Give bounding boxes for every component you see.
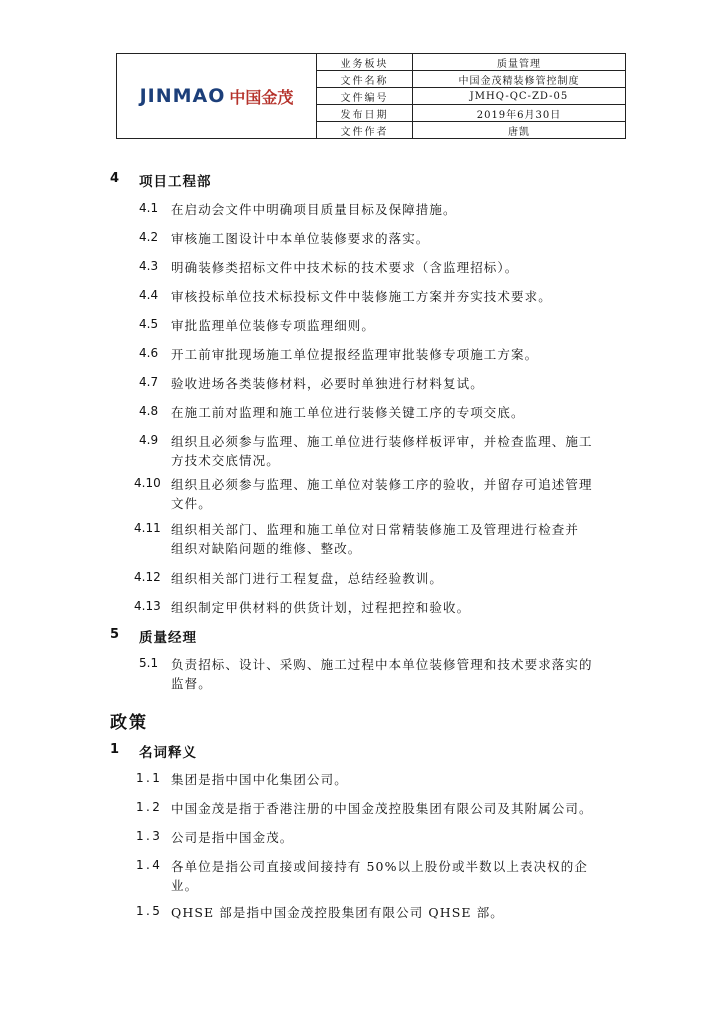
document-header-table: [116, 53, 626, 139]
meta-value: 唐凯: [508, 126, 530, 138]
item-text: 各单位是指公司直接或间接持有 50%以上股份或半数以上表决权的企: [171, 859, 588, 874]
item-number: 5.1: [139, 656, 159, 670]
item-text: 审核施工图设计中本单位装修要求的落实。: [171, 231, 430, 246]
item-number: 4.9: [139, 433, 159, 447]
item-text: 中国金茂是指于香港注册的中国金茂控股集团有限公司及其附属公司。: [171, 801, 593, 816]
meta-key: 文件名称: [317, 71, 413, 87]
item-number: 4.13: [134, 599, 161, 613]
item-number: 4.8: [139, 404, 159, 418]
meta-row-date: [317, 105, 625, 122]
section-title: 名词释义: [139, 745, 197, 761]
item-number: 4.6: [139, 346, 159, 360]
item-text: 验收进场各类装修材料，必要时单独进行材料复试。: [171, 376, 484, 391]
meta-row-author: [317, 122, 625, 138]
item-text: 在施工前对监理和施工单位进行装修关键工序的专项交底。: [171, 405, 525, 420]
item-text: 明确装修类招标文件中技术标的技术要求（含监理招标）。: [171, 260, 519, 275]
section-number: 1: [110, 742, 120, 757]
section-number: 5: [110, 627, 120, 642]
item-text-continued: 文件。: [171, 496, 212, 511]
item-text: 负责招标、设计、采购、施工过程中本单位装修管理和技术要求落实的: [171, 657, 593, 672]
item-text-continued: 组织对缺陷问题的维修、整改。: [171, 541, 362, 556]
item-text: 组织且必须参与监理、施工单位进行装修样板评审，并检查监理、施工: [171, 434, 593, 449]
item-number: 1.1: [136, 771, 163, 785]
item-text: 在启动会文件中明确项目质量目标及保障措施。: [171, 202, 457, 217]
item-text: 组织相关部门进行工程复盘，总结经验教训。: [171, 571, 444, 586]
item-text-continued: 监督。: [171, 676, 212, 691]
item-text-continued: 业。: [171, 878, 199, 893]
item-number: 1.4: [136, 858, 163, 872]
item-number: 1.2: [136, 800, 163, 814]
item-number: 4.5: [139, 317, 159, 331]
logo-english: JINMAO: [139, 85, 226, 107]
company-logo: [117, 54, 317, 138]
section-title: 质量经理: [139, 630, 197, 646]
meta-value: 中国金茂精装修管控制度: [458, 75, 580, 87]
meta-key: 文件作者: [317, 122, 413, 138]
item-number: 1.5: [136, 904, 163, 918]
item-text: 组织相关部门、监理和施工单位对日常精装修施工及管理进行检查并: [171, 522, 580, 537]
meta-value: 2019年6月30日: [476, 109, 562, 121]
policy-heading: 政策: [110, 713, 148, 733]
item-number: 4.4: [139, 288, 159, 302]
item-text: 审批监理单位装修专项监理细则。: [171, 318, 376, 333]
item-number: 4.7: [139, 375, 159, 389]
item-number: 4.10: [134, 476, 161, 490]
meta-value: JMHQ-QC-ZD-05: [469, 90, 569, 102]
meta-row-fileno: [317, 88, 625, 105]
item-text-continued: 方技术交底情况。: [171, 453, 280, 468]
meta-key: 业务板块: [317, 54, 413, 70]
item-text: 组织制定甲供材料的供货计划，过程把控和验收。: [171, 600, 471, 615]
item-text: QHSE 部是指中国金茂控股集团有限公司 QHSE 部。: [171, 905, 504, 920]
metadata-table: [317, 54, 625, 138]
item-text: 组织且必须参与监理、施工单位对装修工序的验收，并留存可追述管理: [171, 477, 593, 492]
item-number: 1.3: [136, 829, 163, 843]
meta-key: 文件编号: [317, 88, 413, 104]
meta-row-business: [317, 54, 625, 71]
logo-chinese: 中国金茂: [229, 87, 294, 107]
item-text: 集团是指中国中化集团公司。: [171, 772, 348, 787]
meta-key: 发布日期: [317, 105, 413, 121]
item-text: 开工前审批现场施工单位提报经监理审批装修专项施工方案。: [171, 347, 539, 362]
item-number: 4.11: [134, 521, 161, 535]
meta-row-filename: [317, 71, 625, 88]
item-number: 4.12: [134, 570, 161, 584]
item-number: 4.1: [139, 201, 159, 215]
item-text: 公司是指中国金茂。: [171, 830, 294, 845]
meta-value: 质量管理: [497, 58, 541, 70]
item-text: 审核投标单位技术标投标文件中装修施工方案并夯实技术要求。: [171, 289, 552, 304]
section-number: 4: [110, 171, 120, 186]
section-title: 项目工程部: [139, 174, 212, 190]
item-number: 4.3: [139, 259, 159, 273]
item-number: 4.2: [139, 230, 159, 244]
